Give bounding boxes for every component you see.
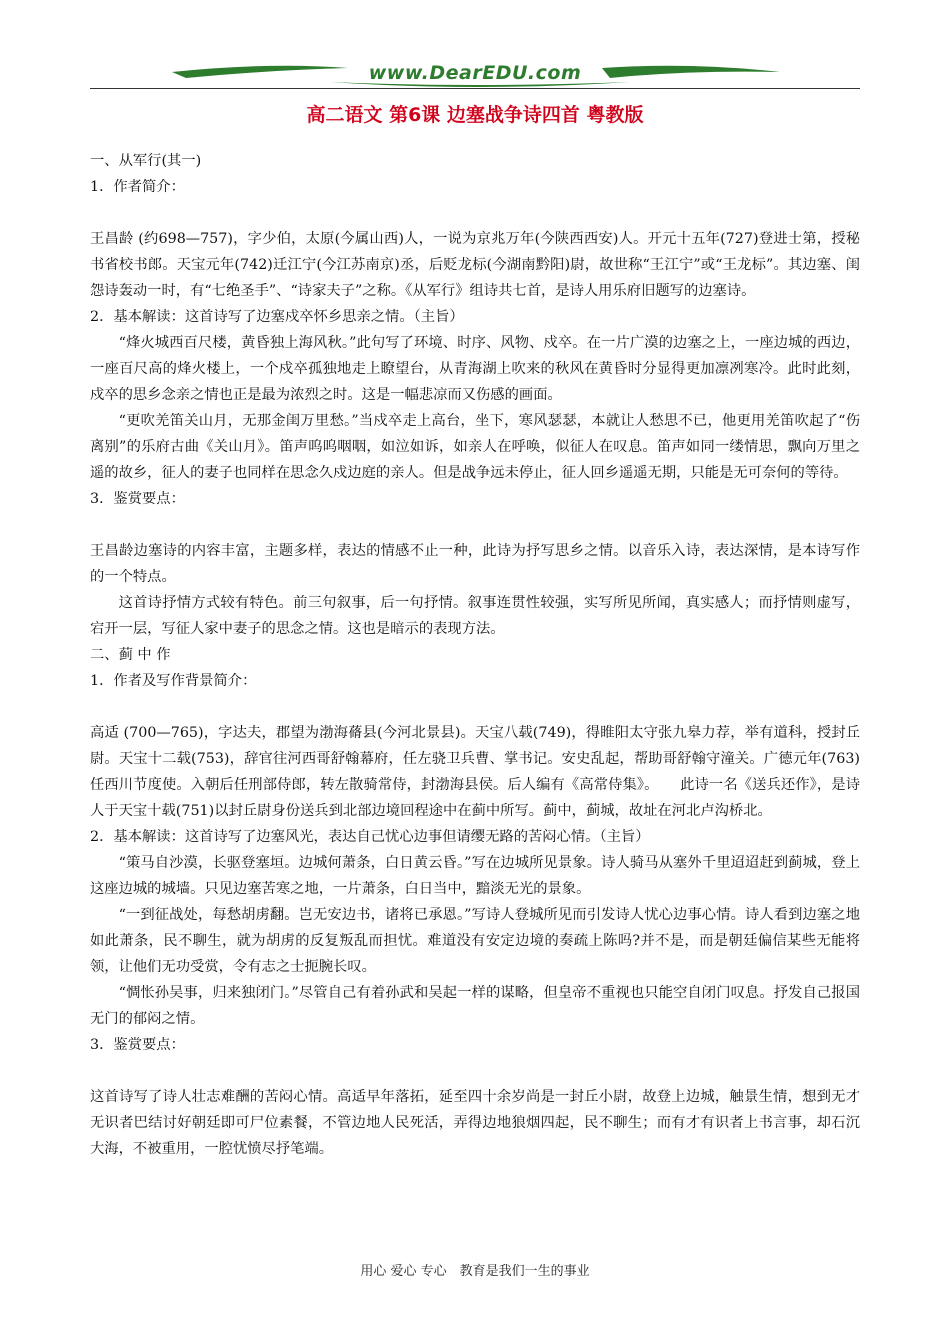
document-body — [90, 148, 860, 1162]
page-footer: 用心 爱心 专心 教育是我们一生的事业 — [360, 1264, 590, 1279]
page-title: 高二语文 第6课 边塞战争诗四首 粤教版 — [306, 104, 644, 126]
header-divider — [90, 88, 860, 89]
paragraph: “更吹羌笛关山月，无那金闺万里愁。”当戍卒走上高台，坐下，寒风瑟瑟，本就让人愁思不已，他更用羌笛吹起了“伤离别”的乐府古曲《关山月》。笛声呜呜咽咽，如泣如诉，如亲人在呼唤，似征人在叹息。笛声如同一缕情思，飘向万里之遥的故乡，征人的妻子也同样在思念久戍边庭的亲人。但是战争远未停止，征人回乡遥遥无期，只能是无可奈何的等待。 — [90, 413, 860, 481]
paragraph: 高适 (700—765)，字达夫，郡望为渤海蓨县(今河北景县)。天宝八载(749)，得睢阳太守张九皋力荐，举有道科，授封丘尉。天宝十二载(753)，辞官往河西哥舒翰幕府，任左骁卫兵曹、掌书记。安史乱起，帮助哥舒翰守潼关。广德元年(763)任西川节度使。入朝后任刑部侍郎，转左散骑常侍，封渤海县侯。后人编有《高常侍集》。 此诗一名《送兵还作》，是诗人于天宝十载(751)以封丘尉身份送兵到北部边境回程途中在蓟中所写。蓟中，蓟城，故址在河北卢沟桥北。 — [90, 725, 860, 819]
paragraph: 二、蓟 中 作 — [90, 647, 171, 663]
paragraph: 2．基本解读：这首诗写了边塞戍卒怀乡思亲之情。（主旨） — [90, 309, 464, 325]
site-header — [90, 58, 860, 98]
paragraph: 王昌龄 (约698—757)，字少伯，太原(今属山西)人，一说为京兆万年(今陕西西安)人。开元十五年(727)登进士第，授秘书省校书郎。天宝元年(742)迁江宁(今江苏南京)丞，后贬龙标(今湖南黔阳)尉，故世称“王江宁”或“王龙标”。其边塞、闺怨诗轰动一时，有“七绝圣手”、“诗家夫子”之称。《从军行》组诗共七首，是诗人用乐府旧题写的边塞诗。 — [90, 231, 860, 299]
paragraph: 2．基本解读：这首诗写了边塞风光，表达自己忧心边事但请缨无路的苦闷心情。（主旨） — [90, 829, 650, 845]
paragraph: 这首诗抒情方式较有特色。前三句叙事，后一句抒情。叙事连贯性较强，实写所见所闻，真实感人；而抒情则虚写，宕开一层，写征人家中妻子的思念之情。这也是暗示的表现方法。 — [90, 595, 860, 637]
paragraph: 1．作者及写作背景简介： — [90, 673, 257, 689]
paragraph: 这首诗写了诗人壮志难酬的苦闷心情。高适早年落拓，延至四十余岁尚是一封丘小尉，故登上边城，触景生情，想到无才无识者巴结讨好朝廷即可尸位素餐，不管边地人民死活，弄得边地狼烟四起，民不聊生；而有才有识者上书言事，却石沉大海，不被重用，一腔忧愤尽抒笔端。 — [90, 1089, 860, 1157]
paragraph: 1．作者简介： — [90, 179, 185, 195]
paragraph: “烽火城西百尺楼，黄昏独上海风秋。”此句写了环境、时序、风物、戍卒。在一片广漠的边塞之上，一座边城的西边，一座百尺高的烽火楼上，一个戍卒孤独地走上瞭望台，从青海湖上吹来的秋风在黄昏时分显得更加凛冽寒冷。此时此刻，戍卒的思乡念亲之情也正是最为浓烈之时。这是一幅悲凉而又伤感的画面。 — [90, 335, 860, 403]
paragraph: “惆怅孙吴事，归来独闭门。”尽管自己有着孙武和吴起一样的谋略，但皇帝不重视也只能空自闭门叹息。抒发自己报国无门的郁闷之情。 — [90, 985, 860, 1027]
paragraph: “一到征战处，每愁胡虏翻。岂无安边书，诸将已承恩。”写诗人登城所见而引发诗人忧心边事心情。诗人看到边塞之地如此萧条，民不聊生，就为胡虏的反复叛乱而担忧。难道没有安定边境的奏疏上陈吗?并不是，而是朝廷偏信某些无能将领，让他们无功受赏，令有志之士扼腕长叹。 — [90, 907, 860, 975]
paragraph: “策马自沙漠，长驱登塞垣。边城何萧条，白日黄云昏。”写在边城所见景象。诗人骑马从塞外千里迢迢赶到蓟城，登上这座边城的城墙。只见边塞苦寒之地，一片萧条，白日当中，黯淡无光的景象。 — [90, 855, 860, 897]
paragraph: 3．鉴赏要点： — [90, 1037, 185, 1053]
brand-logo-text[interactable]: www.DearEDU.com — [368, 62, 582, 84]
paragraph: 一、从军行(其一) — [90, 153, 202, 169]
paragraph: 3．鉴赏要点： — [90, 491, 185, 507]
paragraph: 王昌龄边塞诗的内容丰富，主题多样，表达的情感不止一种，此诗为抒写思乡之情。以音乐入诗，表达深情，是本诗写作的一个特点。 — [90, 543, 860, 585]
